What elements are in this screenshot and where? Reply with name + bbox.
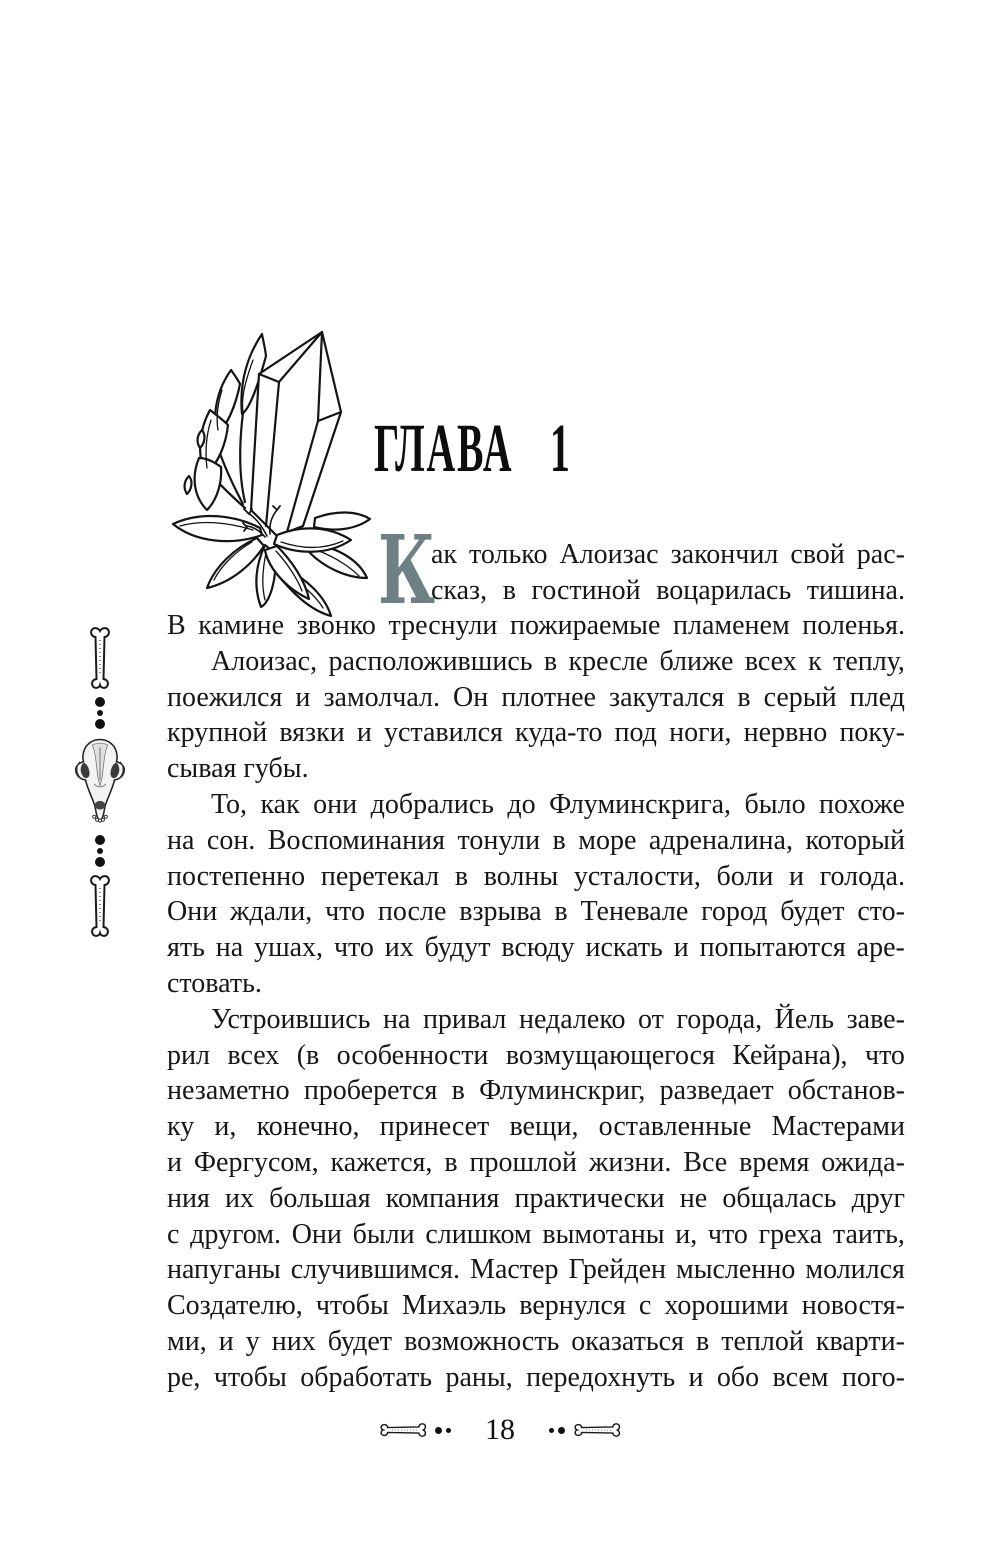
margin-ornament: [71, 626, 129, 938]
text-line: ку и, конечно, принесет вещи, оставленные Мастерами: [167, 1111, 905, 1143]
text-line: То, как они добрались до Флуминскрига, было похоже: [211, 788, 905, 820]
text-line: стовать.: [167, 967, 262, 999]
text-line: ния их большая компания практически не общалась друг: [167, 1182, 905, 1214]
dots-ornament-icon: [435, 1427, 451, 1434]
text-line: ре, чтобы обработать раны, передохнуть и обо всем пого-: [167, 1361, 905, 1393]
dots-ornament-icon: [95, 833, 105, 869]
text-line: с другом. Они были слишком вымотаны и, что греха таить,: [167, 1218, 905, 1250]
bone-icon: [88, 626, 112, 690]
chapter-title: ГЛАВА 1: [374, 409, 572, 487]
crystal-flower-illustration: [165, 320, 375, 620]
bone-icon: [573, 1418, 621, 1442]
text-line: сказ, в гостиной воцарилась тишина.: [431, 574, 905, 606]
text-line: и Фергусом, кажется, в прошлой жизни. Все время ожида-: [167, 1146, 905, 1178]
text-line: незаметно проберется в Флуминскриг, разведает обстанов-: [167, 1075, 905, 1107]
text-line: ак только Алоизас закончил свой рас-: [431, 539, 905, 570]
text-line: ми, и у них будет возможность оказаться в теплой кварти-: [167, 1325, 905, 1357]
text-line: на сон. Воспоминания тонули в море адреналина, который: [167, 824, 905, 856]
text-line: сывая губы.: [167, 753, 309, 785]
wolf-skull-icon: [71, 736, 129, 828]
text-line: крупной вязки и уставился куда-то под ноги, нервно поку-: [167, 717, 905, 749]
text-line: Создателю, чтобы Михаэль вернулся с хорошими новостя-: [167, 1290, 905, 1322]
body-text: [167, 608, 905, 1396]
text-line: Устроившись на привал недалеко от города, Йель заве-: [211, 1003, 905, 1035]
text-line: рил всех (в особенности возмущающегося Кейрана), что: [167, 1039, 905, 1071]
bone-icon: [379, 1418, 427, 1442]
text-line: Они ждали, что после взрыва в Теневале город будет сто-: [167, 896, 905, 928]
text-line: напуганы случившимся. Мастер Грейден мысленно молился: [167, 1254, 905, 1286]
text-line: Алоизас, расположившись в кресле ближе всех к теплу,: [211, 645, 905, 677]
drop-cap: К: [378, 515, 436, 626]
text-line: В камине звонко треснули пожираемые пламенем поленья.: [167, 610, 905, 641]
text-line: ять на ушах, что их будут всюду искать и попытаются аре-: [167, 932, 905, 964]
dots-ornament-icon: [95, 695, 105, 731]
dots-ornament-icon: [549, 1427, 565, 1434]
opening-lines: [431, 537, 905, 609]
opening-paragraph: [378, 515, 905, 626]
page-footer: [0, 1410, 1000, 1450]
page-number: 18: [485, 1413, 515, 1446]
bone-icon: [88, 874, 112, 938]
text-line: постепенно перетекал в волны усталости, боли и голода.: [167, 860, 905, 892]
text-line: поежился и замолчал. Он плотнее закутался в серый плед: [167, 681, 905, 713]
